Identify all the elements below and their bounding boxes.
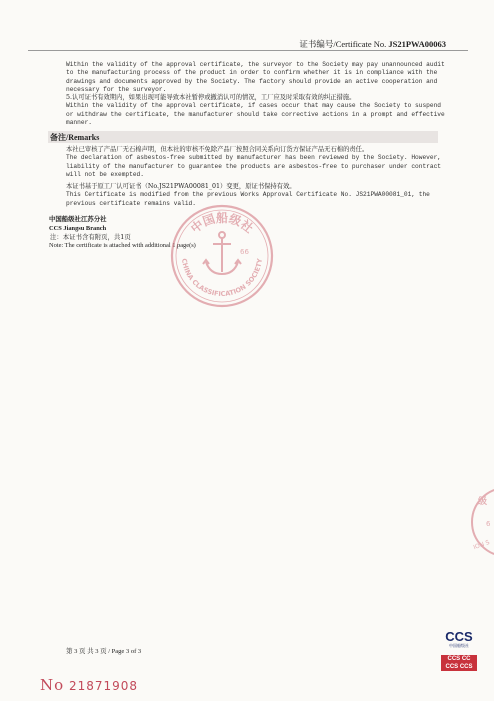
modified-cn: 本证书基于原工厂认可证书（No.JS21PWA00081_01）变更，原证书保持有效。 <box>66 183 296 191</box>
svg-text:级: 级 <box>478 497 488 507</box>
logo-text: CCS <box>445 629 473 644</box>
validity-line: drawings and documents approved by the Society. The factory should provide an active cooperation and <box>66 77 438 85</box>
logo-strip: CCS CC <box>441 655 477 663</box>
serial-value: 21871908 <box>68 679 139 693</box>
remarks-title: 备注/Remarks <box>50 133 100 142</box>
item5-en-line: Within the validity of the approval certificate, if cases occur that may cause the Society to suspend <box>66 102 442 110</box>
remarks-section-header <box>48 131 438 143</box>
validity-line: necessary for the surveyor. <box>66 85 167 93</box>
seal-number: 66 <box>240 248 249 256</box>
edge-seal-stamp <box>468 482 494 562</box>
serial-prefix: No <box>40 676 65 694</box>
asbestos-en-line: will not be exempted. <box>66 170 144 178</box>
page-number: 第 3 页 共 3 页 / Page 3 of 3 <box>66 648 142 655</box>
asbestos-en-line: liability of the manufacturer to guarantee the products are asbestos-free to purchaser under contract <box>66 162 442 170</box>
cert-number-value: JS21PWA00063 <box>388 39 446 49</box>
logo-subtitle: 中国船级社 <box>449 643 469 648</box>
seal-text-top: 中国船级社 <box>188 211 256 236</box>
validity-line: to the manufacturing process of the product in order to confirm whether it is in compliance with the <box>66 69 438 77</box>
remarks-content <box>66 146 446 208</box>
item5-en-line: manner. <box>66 119 92 127</box>
note-en: Note: The certificate is attached with additional 1 page(s) <box>49 241 196 249</box>
asbestos-cn: 本社已审核了产品厂无石棉声明，但本社的审核不免除产品厂按照合同关系向订货方保证产品无石棉的责任。 <box>66 146 369 153</box>
logo-strip-2: CCS CCS <box>441 663 477 671</box>
cert-label: 证书编号/Certificate No. <box>299 39 387 49</box>
seal-text-bottom: CHINA CLASSIFICATION SOCIETY <box>180 257 264 299</box>
validity-section <box>66 61 446 127</box>
branch-name-cn: 中国船级社江苏分社 <box>49 215 107 223</box>
header-divider <box>28 50 468 51</box>
ccs-logo <box>441 630 477 676</box>
anchor-icon <box>203 232 241 274</box>
branch-name-en: CCS Jiangsu Branch <box>49 225 107 232</box>
validity-line: Within the validity of the approval certificate, the surveyor to the Society may pay unannounced audit <box>66 61 445 68</box>
asbestos-en-line: The declaration of asbestos-free submitted by manufacturer has been reviewed by the Society. However, <box>66 154 442 162</box>
serial-number <box>40 676 138 694</box>
society-seal-stamp <box>168 202 276 310</box>
svg-text:ION S: ION S <box>472 538 491 552</box>
item5-en-line: or withdraw the certificate, the manufacturer should take corrective actions in a prompt and effective <box>66 110 445 118</box>
svg-text:6: 6 <box>486 520 491 528</box>
modified-en-line: This Certificate is modified from the previous Works Approval Certificate No. JS21PWA00081_01, the <box>66 191 430 199</box>
note-cn: 注：本证书含有附页，共1页 <box>50 233 131 241</box>
item5-cn: 5.认可证书有效期内，如果出现可能导致本社暂停或撤消认可的情况，工厂应及时采取有效的纠正措施。 <box>66 94 356 102</box>
modified-en-line: previous certificate remains valid. <box>66 199 196 207</box>
certificate-number <box>299 38 446 50</box>
